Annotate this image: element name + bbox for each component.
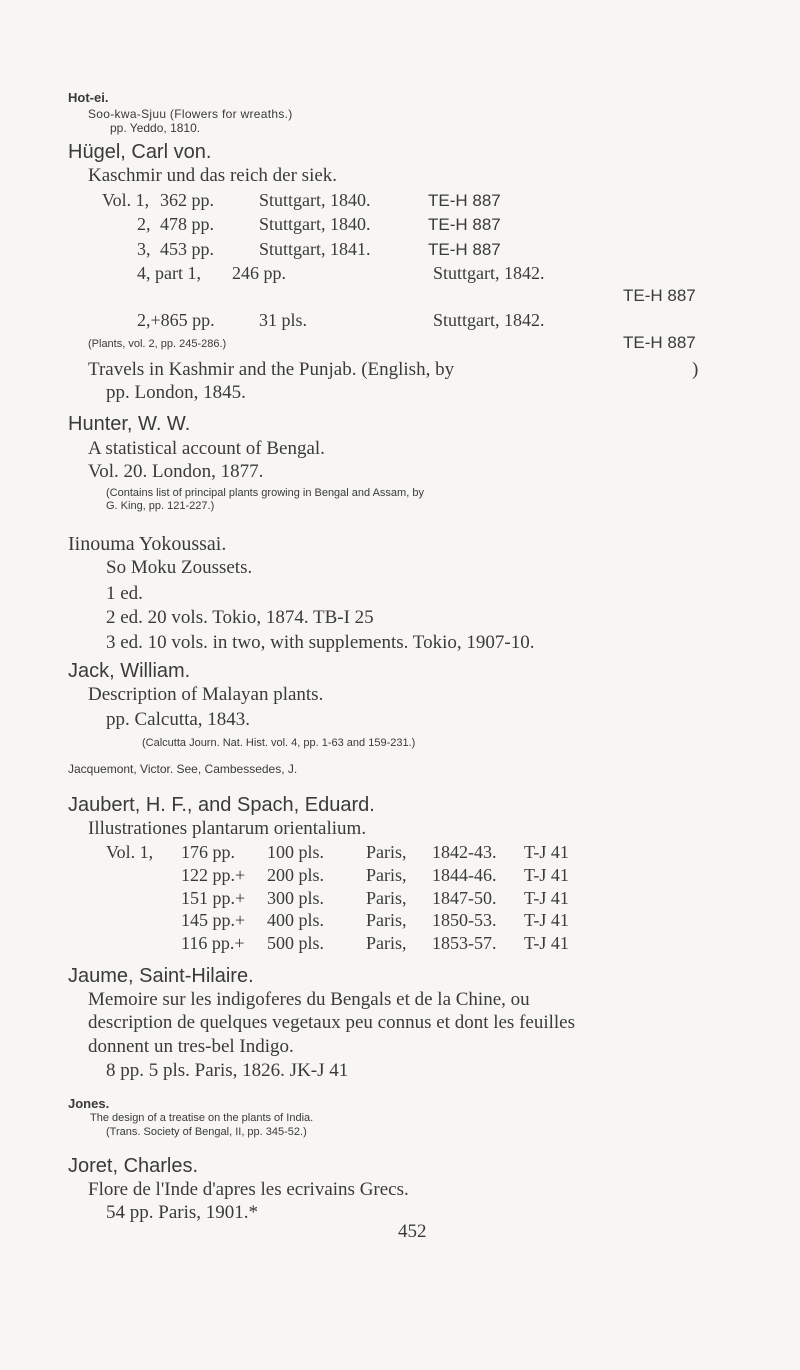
jaubert-row3-mark: T-J 41: [524, 888, 569, 908]
page-number: 452: [398, 1221, 427, 1242]
entry-title-hunter: A statistical account of Bengal.: [88, 438, 325, 459]
jaubert-row3-place: Paris,: [366, 888, 407, 908]
hugel-row2-mark: TE-H 887: [428, 215, 501, 234]
hugel-row1-place: Stuttgart, 1840.: [259, 190, 371, 210]
hugel-row4-place: Stuttgart, 1842.: [433, 263, 545, 283]
hugel-row5-pages: 31 pls.: [259, 310, 308, 330]
jaubert-row3-pls: 300 pls.: [267, 888, 325, 908]
hugel-row1-pages: 362 pp.: [160, 190, 214, 210]
entry-imprint-jaume: 8 pp. 5 pls. Paris, 1826. JK-J 41: [106, 1060, 349, 1081]
hunter-note-line1: (Contains list of principal plants growing in Bengal and Assam, by: [106, 487, 424, 499]
entry-heading-jaubert: Jaubert, H. F., and Spach, Eduard.: [68, 794, 375, 816]
jones-note: (Trans. Society of Bengal, II, pp. 345-52.): [106, 1126, 307, 1138]
jaubert-row4-pages: 145 pp.+: [181, 910, 246, 930]
hugel-travels-imprint: pp. London, 1845.: [106, 382, 246, 403]
jaubert-row3-pages: 151 pp.+: [181, 888, 246, 908]
hugel-note: (Plants, vol. 2, pp. 245-286.): [88, 338, 227, 350]
entry-title-jones: The design of a treatise on the plants of India.: [90, 1112, 314, 1124]
entry-jacquemont: Jacquemont, Victor. See, Cambessedes, J.: [68, 762, 298, 776]
hugel-row4-vol: 4, part 1,: [137, 263, 201, 283]
jaubert-row1-pages: 176 pp.: [181, 842, 235, 862]
iinouma-ed2: 2 ed. 20 vols. Tokio, 1874. TB-I 25: [106, 607, 374, 628]
jaubert-row5-place: Paris,: [366, 933, 407, 953]
jack-note: (Calcutta Journ. Nat. Hist. vol. 4, pp. 1-63 and 159-231.): [142, 737, 416, 749]
jaubert-row4-mark: T-J 41: [524, 910, 569, 930]
hugel-travels-title: Travels in Kashmir and the Punjab. (English, by: [88, 359, 455, 380]
entry-heading-iinouma: Iinouma Yokoussai.: [68, 533, 227, 555]
entry-imprint-joret: 54 pp. Paris, 1901.*: [106, 1202, 258, 1223]
hunter-note-line2: G. King, pp. 121-227.): [106, 500, 215, 512]
jaubert-row4-place: Paris,: [366, 910, 407, 930]
entry-heading-hunter: Hunter, W. W.: [68, 413, 191, 435]
entry-heading-jaume: Jaume, Saint-Hilaire.: [68, 965, 254, 987]
hugel-row3-mark: TE-H 887: [428, 240, 501, 259]
jaubert-row2-year: 1844-46.: [432, 865, 497, 885]
entry-imprint-hunter: Vol. 20. London, 1877.: [88, 461, 264, 482]
hugel-row1-mark: TE-H 887: [428, 191, 501, 210]
entry-title-hotei: Soo-kwa-Sjuu (Flowers for wreaths.): [88, 107, 293, 121]
hugel-row3-pages: 453 pp.: [160, 239, 214, 259]
hugel-row5-mark: TE-H 887: [623, 333, 696, 352]
hugel-row5-vol: 2,+865 pp.: [137, 310, 215, 330]
hugel-row2-place: Stuttgart, 1840.: [259, 214, 371, 234]
entry-title-jack: Description of Malayan plants.: [88, 684, 324, 705]
entry-heading-hotei: Hot-ei.: [68, 90, 109, 105]
hugel-row3-place: Stuttgart, 1841.: [259, 239, 371, 259]
hugel-row4-pages: 246 pp.: [232, 263, 286, 283]
hugel-row4-mark: TE-H 887: [623, 286, 696, 305]
jaubert-row4-year: 1850-53.: [432, 910, 497, 930]
jaubert-row5-mark: T-J 41: [524, 933, 569, 953]
jaubert-row4-pls: 400 pls.: [267, 910, 325, 930]
entry-heading-jones: Jones.: [68, 1096, 110, 1111]
jaubert-row5-pages: 116 pp.+: [181, 933, 245, 953]
jaubert-row1-year: 1842-43.: [432, 842, 497, 862]
entry-heading-hugel: Hügel, Carl von.: [68, 141, 212, 163]
jaume-title-line1: Memoire sur les indigoferes du Bengals et de la Chine, ou: [88, 989, 530, 1010]
jaubert-row1-mark: T-J 41: [524, 842, 569, 862]
hugel-travels-paren: ): [692, 359, 699, 380]
jaubert-row1-place: Paris,: [366, 842, 407, 862]
jaubert-row2-place: Paris,: [366, 865, 407, 885]
hugel-row2-pages: 478 pp.: [160, 214, 214, 234]
jaubert-row5-pls: 500 pls.: [267, 933, 325, 953]
entry-title-joret: Flore de l'Inde d'apres les ecrivains Grecs.: [88, 1179, 409, 1200]
hugel-row1-vol: Vol. 1,: [102, 190, 150, 210]
entry-heading-joret: Joret, Charles.: [68, 1155, 199, 1177]
hugel-row2-vol: 2,: [137, 214, 151, 234]
jaume-title-line2: description de quelques vegetaux peu connus et dont les feuilles: [88, 1012, 576, 1033]
jaubert-row5-year: 1853-57.: [432, 933, 497, 953]
jaubert-row3-year: 1847-50.: [432, 888, 497, 908]
jaubert-row2-mark: T-J 41: [524, 865, 569, 885]
jaubert-row1-pls: 100 pls.: [267, 842, 325, 862]
jaume-title-line3: donnent un tres-bel Indigo.: [88, 1036, 294, 1057]
entry-imprint-jack: pp. Calcutta, 1843.: [106, 709, 251, 730]
entry-title-jaubert: Illustrationes plantarum orientalium.: [88, 818, 367, 839]
iinouma-ed3: 3 ed. 10 vols. in two, with supplements. Tokio, 1907-10.: [106, 632, 535, 653]
jaubert-row1-vol: Vol. 1,: [106, 842, 154, 862]
jaubert-row2-pls: 200 pls.: [267, 865, 325, 885]
entry-title-iinouma: So Moku Zoussets.: [106, 557, 253, 578]
iinouma-ed1: 1 ed.: [106, 583, 143, 604]
jaubert-row2-pages: 122 pp.+: [181, 865, 246, 885]
hugel-row3-vol: 3,: [137, 239, 151, 259]
entry-imprint-hotei: pp. Yeddo, 1810.: [110, 121, 201, 135]
hugel-row5-place: Stuttgart, 1842.: [433, 310, 545, 330]
entry-title-hugel: Kaschmir und das reich der siek.: [88, 165, 338, 186]
entry-heading-jack: Jack, William.: [68, 660, 191, 682]
